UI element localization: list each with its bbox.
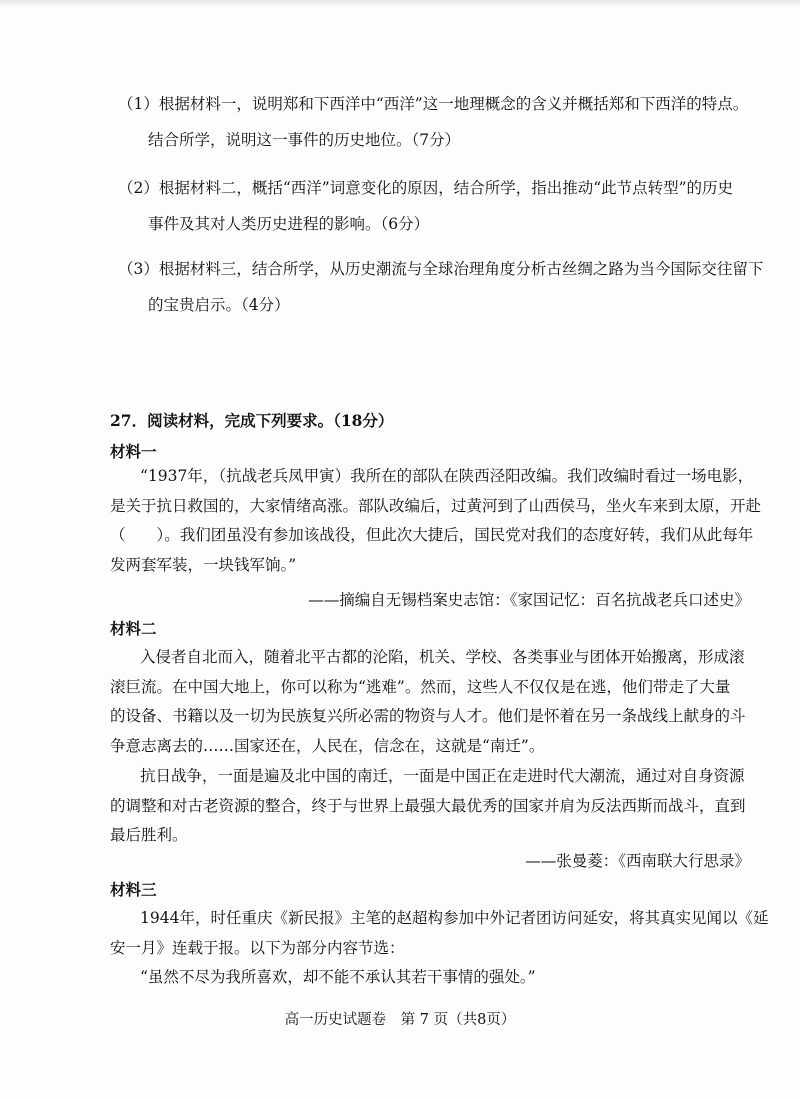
subquestion-2-line-2: 事件及其对人类历史进程的影响。（6分） [148, 215, 430, 233]
material-1-label: 材料一 [110, 442, 157, 461]
material-2-source: ——张曼菱：《西南联大行思录》 [525, 852, 750, 870]
material-3-quote: “虽然不尽为我所喜欢，却不能不承认其若干事情的强处。” [140, 968, 536, 986]
material-2-line: 入侵者自北而入，随着北平古都的沦陷，机关、学校、各类事业与团体开始搬离，形成滚 [140, 648, 745, 666]
material-1-line: 是关于抗日救国的，大家情绪高涨。部队改编后，过黄河到了山西侯马，坐火车来到太原，开赴 [110, 496, 762, 515]
scan-edge [0, 0, 800, 8]
page-footer: 高一历史试题卷 第 7 页（共8页） [284, 1012, 516, 1028]
subquestion-1-line-2: 结合所学，说明这一事件的历史地位。（7分） [148, 131, 461, 149]
material-3-label: 材料三 [110, 880, 157, 899]
material-1-source: ——摘编自无锡档案史志馆：《家国记忆：百名抗战老兵口述史》 [308, 591, 750, 609]
subquestion-3-line-1: （3）根据材料三，结合所学，从历史潮流与全球治理角度分析古丝绸之路为当今国际交往留下 [118, 260, 764, 278]
subquestion-2 [118, 170, 758, 242]
subquestion-3 [118, 251, 764, 323]
material-2-line: 抗日战争，一面是遍及北中国的南迁，一面是中国正在走进时代大潮流，通过对自身资源 [140, 767, 745, 785]
question-27-heading: 27．阅读材料，完成下列要求。（18分） [110, 411, 394, 430]
material-3-text [110, 904, 770, 993]
material-3-line: 1944年，时任重庆《新民报》主笔的赵超构参加中外记者团访问延安，将其真实见闻以《延 [140, 909, 769, 927]
material-2-paragraph-1 [110, 643, 770, 761]
material-1-line: （ ）。我们团虽没有参加该战役，但此次大捷后，国民党对我们的态度好转，我们从此每年 [110, 526, 754, 544]
material-2-line: 的设备、书籍以及一切为民族复兴所必需的物资与人才。他们是怀着在另一条战线上献身的斗 [110, 707, 746, 725]
material-2-label: 材料二 [110, 619, 157, 638]
material-2-paragraph-2 [110, 762, 770, 851]
material-2-line: 最后胜利。 [110, 826, 188, 844]
material-2-line: 滚巨流。在中国大地上，你可以称为“逃难”。然而，这些人不仅仅是在逃，他们带走了大量 [110, 677, 731, 696]
material-2-line: 争意志离去的……国家还在，人民在，信念在，这就是“南迁”。 [110, 736, 545, 755]
material-1-line: “1937年，（抗战老兵凤甲寅）我所在的部队在陕西泾阳改编。我们改编时看过一场电影， [140, 467, 754, 485]
subquestion-2-line-1: （2）根据材料二，概括“西洋”词意变化的原因，结合所学，指出推动“此节点转型”的历史 [118, 179, 734, 197]
subquestion-1 [118, 86, 758, 158]
material-3-line: 安一月》连载于报。以下为部分内容节选： [110, 938, 405, 957]
material-1-text [110, 462, 770, 580]
material-1-line: 发两套军装，一块钱军饷。” [110, 555, 297, 574]
material-2-line: 的调整和对古老资源的整合，终于与世界上最强大最优秀的国家并肩为反法西斯而战斗，直到 [110, 796, 746, 815]
subquestion-1-line-1: （1）根据材料一，说明郑和下西洋中“西洋”这一地理概念的含义并概括郑和下西洋的特点。 [118, 95, 749, 113]
subquestion-3-line-2: 的宝贵启示。（4分） [148, 296, 290, 314]
